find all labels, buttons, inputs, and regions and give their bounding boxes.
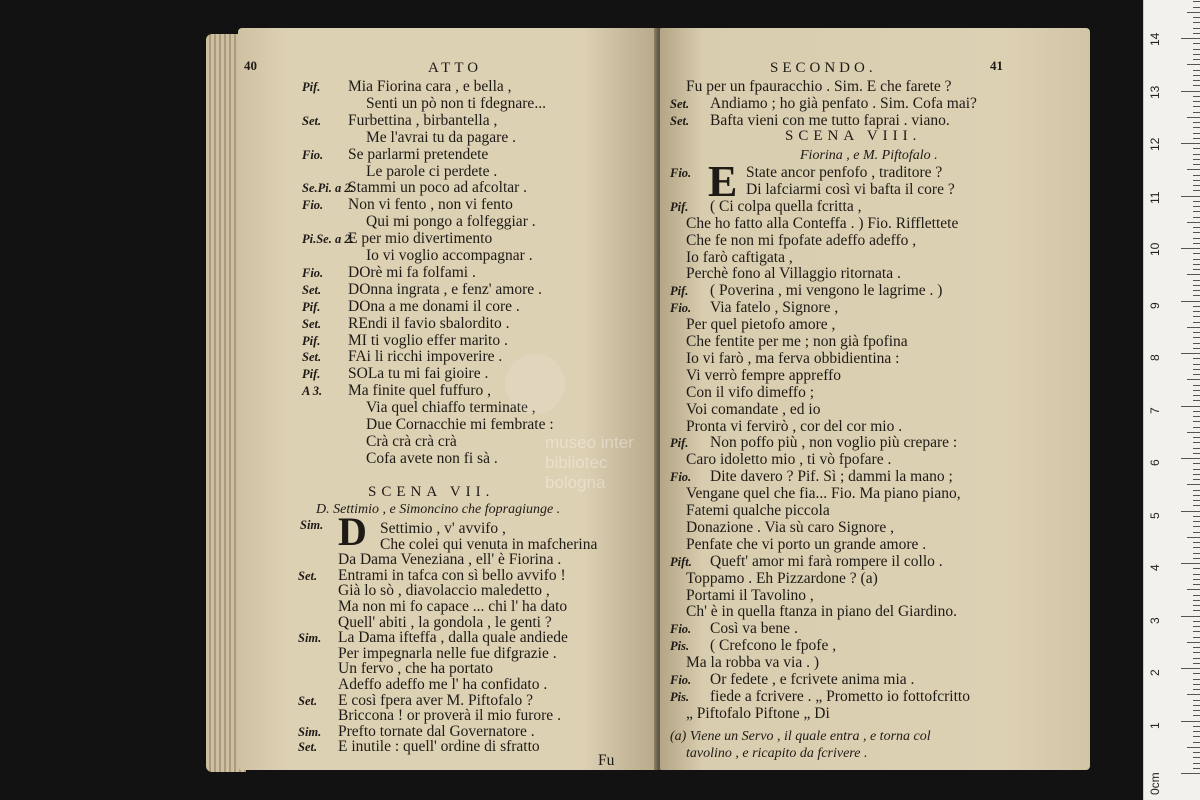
ruler-tick xyxy=(1193,689,1200,690)
open-book xyxy=(206,28,1090,778)
ruler-tick xyxy=(1193,479,1200,480)
text-line: Da Dama Veneziana , ell' è Fiorina . xyxy=(338,551,562,569)
speaker-label: Set. xyxy=(670,97,690,111)
speaker-label: Fio. xyxy=(302,265,324,280)
ruler-tick xyxy=(1181,511,1200,512)
ruler-tick xyxy=(1193,164,1200,165)
text-line: Andiamo ; ho già penfato . Sim. Cofa mai? xyxy=(710,95,977,112)
ruler-tick xyxy=(1193,1,1200,2)
text-line: Con il vifo dimeffo ; xyxy=(686,383,815,401)
ruler-tick xyxy=(1193,637,1200,638)
ruler-tick xyxy=(1193,374,1200,375)
ruler-tick xyxy=(1193,490,1200,491)
ruler-tick xyxy=(1193,574,1200,575)
ruler-tick xyxy=(1193,332,1200,333)
ruler-tick xyxy=(1193,185,1200,186)
text-line: Via fatelo , Signore , xyxy=(710,299,839,317)
ruler-tick xyxy=(1193,495,1200,496)
speaker-label: Sim. xyxy=(298,631,322,646)
ruler-tick xyxy=(1193,500,1200,501)
left-scene-speaker: Sim. xyxy=(300,518,324,532)
ruler-tick xyxy=(1193,96,1200,97)
ruler-tick xyxy=(1193,427,1200,428)
ruler-tick xyxy=(1193,175,1200,176)
ruler-tick xyxy=(1181,353,1200,354)
ruler-tick xyxy=(1193,516,1200,517)
speaker-label: Fio. xyxy=(670,301,692,316)
text-line: FAi li ricchi impoverire . xyxy=(348,348,503,366)
ruler-tick xyxy=(1193,343,1200,344)
ruler-tick xyxy=(1193,595,1200,596)
ruler-tick xyxy=(1193,159,1200,160)
ruler-tick xyxy=(1193,337,1200,338)
speaker-label: Pif. xyxy=(670,284,689,299)
text-line: Senti un pò non ti fdegnare... xyxy=(366,94,546,112)
ruler-tick xyxy=(1193,421,1200,422)
ruler-tick xyxy=(1187,12,1200,13)
footnote-line: tavolino , e ricapito da fcrivere . xyxy=(686,746,868,761)
text-line: Or fedete , e fcrivete anima mia . xyxy=(710,671,915,688)
ruler-tick xyxy=(1193,679,1200,680)
ruler-tick xyxy=(1193,211,1200,212)
text-line: Prefto tornate dal Governatore . xyxy=(338,722,535,740)
left-catchword: Fu xyxy=(598,752,615,769)
ruler-tick xyxy=(1181,248,1200,249)
text-line: DOnna ingrata , e fenz' amore . xyxy=(348,280,542,298)
ruler-tick xyxy=(1181,563,1200,564)
ruler-tick xyxy=(1181,406,1200,407)
ruler-tick xyxy=(1193,101,1200,102)
ruler-tick xyxy=(1193,626,1200,627)
right-scene-cast: Fiorina , e M. Piftofalo . xyxy=(800,148,938,163)
right-page-number: 41 xyxy=(990,58,1003,73)
text-line: Crà crà crà crà xyxy=(366,432,457,450)
ruler-tick xyxy=(1193,684,1200,685)
speaker-label: Sim. xyxy=(298,724,322,739)
ruler-tick xyxy=(1193,295,1200,296)
text-line: ( Ci colpa quella fcritta , xyxy=(710,197,862,215)
ruler-tick xyxy=(1193,448,1200,449)
ruler-tick xyxy=(1193,264,1200,265)
text-line: Che ho fatto alla Conteffa . ) Fio. Rifflettete xyxy=(686,214,959,232)
ruler-number: 5 xyxy=(1148,511,1162,519)
left-page xyxy=(238,28,658,770)
ruler-tick xyxy=(1193,463,1200,464)
text-line: ( Poverina , mi vengono le lagrime . ) xyxy=(710,282,943,300)
ruler-tick xyxy=(1193,621,1200,622)
ruler-number: 8 xyxy=(1148,354,1162,361)
ruler-tick xyxy=(1193,22,1200,23)
left-scene-heading: SCENA VII. xyxy=(368,484,495,500)
ruler-tick xyxy=(1193,768,1200,769)
text-line: Vi verrò fempre appreffo xyxy=(686,366,841,384)
speaker-label: Fio. xyxy=(670,673,692,687)
text-line: MI ti voglio effer marito . xyxy=(348,331,508,349)
right-scene-heading: SCENA VIII. xyxy=(785,128,922,144)
ruler-tick xyxy=(1193,253,1200,254)
ruler-tick xyxy=(1193,28,1200,29)
ruler-tick xyxy=(1193,558,1200,559)
ruler-tick xyxy=(1193,127,1200,128)
text-line: Vengane quel che fia... Fio. Ma piano piano, xyxy=(686,485,961,503)
ruler-tick xyxy=(1193,227,1200,228)
ruler-tick xyxy=(1193,736,1200,737)
ruler-tick xyxy=(1193,54,1200,55)
speaker-label: Set. xyxy=(298,740,318,755)
text-line: Per impegnarla nelle fue difgrazie . xyxy=(338,644,557,662)
text-line: „ Piftofalo Piftone „ Di xyxy=(686,704,830,722)
ruler-tick xyxy=(1193,316,1200,317)
ruler-tick xyxy=(1193,311,1200,312)
text-line: E inutile : quell' ordine di sfratto xyxy=(338,738,540,756)
speaker-label: Pi.Se. a 2. xyxy=(302,232,354,247)
ruler-number: 9 xyxy=(1148,301,1162,309)
ruler-unit-label: 0cm xyxy=(1148,772,1162,795)
ruler-tick xyxy=(1193,306,1200,307)
ruler-tick xyxy=(1193,85,1200,86)
ruler-tick xyxy=(1187,589,1200,590)
ruler-tick xyxy=(1193,7,1200,8)
text-line: Donazione . Via sù caro Signore , xyxy=(686,518,894,536)
ruler-tick xyxy=(1193,442,1200,443)
ruler-tick xyxy=(1193,553,1200,554)
ruler-number: 2 xyxy=(1148,669,1162,676)
text-line: Ma finite quel fuffuro , xyxy=(348,382,492,400)
ruler-number: 11 xyxy=(1148,191,1162,204)
text-line: ( Crefcono le fpofe , xyxy=(710,637,837,655)
ruler-tick xyxy=(1193,75,1200,76)
text-line: Che colei qui venuta in mafcherina xyxy=(380,535,598,553)
text-line: DOrè mi fa folfami . xyxy=(348,263,476,281)
ruler-tick xyxy=(1187,432,1200,433)
ruler-number: 10 xyxy=(1148,242,1162,256)
text-line: Me l'avrai tu da pagare . xyxy=(366,128,516,146)
text-line: Adeffo adeffo me l' ha confidato . xyxy=(338,676,548,693)
text-line: Fu per un fpauracchio . Sim. E che farete ? xyxy=(686,78,952,95)
text-line: Queft' amor mi farà rompere il collo . xyxy=(710,552,943,570)
ruler-tick xyxy=(1193,742,1200,743)
ruler-tick xyxy=(1193,763,1200,764)
text-line: SOLa tu mi fai gioire . xyxy=(348,365,489,383)
ruler-tick xyxy=(1193,148,1200,149)
ruler-tick xyxy=(1187,642,1200,643)
speaker-label: Fio. xyxy=(670,622,692,637)
ruler-tick xyxy=(1193,49,1200,50)
ruler-tick xyxy=(1193,201,1200,202)
ruler-tick xyxy=(1193,232,1200,233)
text-line: Caro idoletto mio , ti vò fpofare . xyxy=(686,451,892,469)
ruler-tick xyxy=(1193,663,1200,664)
ruler-tick xyxy=(1193,584,1200,585)
ruler-tick xyxy=(1193,710,1200,711)
ruler-tick xyxy=(1193,757,1200,758)
text-line: Furbettina , birbantella , xyxy=(348,111,498,129)
ruler-tick xyxy=(1187,117,1200,118)
ruler-tick xyxy=(1181,616,1200,617)
speaker-label: Fio. xyxy=(670,166,692,180)
text-line: E per mio divertimento xyxy=(348,230,493,248)
speaker-label: Pif. xyxy=(302,299,321,314)
ruler-tick xyxy=(1193,542,1200,543)
text-line: Portami il Tavolino , xyxy=(686,586,814,604)
ruler-tick xyxy=(1193,526,1200,527)
ruler-tick xyxy=(1193,122,1200,123)
ruler-tick xyxy=(1193,437,1200,438)
ruler-tick xyxy=(1193,605,1200,606)
ruler-tick xyxy=(1193,154,1200,155)
speaker-label: Se.Pi. a 2. xyxy=(302,181,354,196)
text-line: Che fentite per me ; non già fpofina xyxy=(686,333,908,350)
ruler-tick xyxy=(1193,453,1200,454)
ruler-tick xyxy=(1187,64,1200,65)
ruler-tick xyxy=(1193,80,1200,81)
ruler-tick xyxy=(1193,369,1200,370)
ruler-tick xyxy=(1193,364,1200,365)
ruler-tick xyxy=(1193,532,1200,533)
text-line: Voi comandate , ed io xyxy=(686,400,821,418)
left-page-number: 40 xyxy=(244,58,257,73)
text-line: Dite davero ? Pif. Sì ; dammi la mano ; xyxy=(710,468,953,486)
text-line: Entrami in tafca con sì bello avvifo ! xyxy=(338,566,566,584)
text-line: Che fe non mi fpofate adeffo adeffo , xyxy=(686,231,917,249)
ruler-tick xyxy=(1193,673,1200,674)
ruler-tick xyxy=(1193,43,1200,44)
ruler-tick xyxy=(1193,579,1200,580)
speaker-label: Fio. xyxy=(670,470,692,485)
speaker-label: Pis. xyxy=(670,689,690,704)
text-line: Stammi un poco ad afcoltar . xyxy=(348,179,528,197)
text-line: Toppamo . Eh Pizzardone ? (a) xyxy=(686,569,878,587)
ruler-tick xyxy=(1193,658,1200,659)
ruler-tick xyxy=(1193,285,1200,286)
ruler-tick xyxy=(1193,610,1200,611)
ruler-number: 14 xyxy=(1148,32,1162,46)
text-line: Io vi voglio accompagnar . xyxy=(366,247,533,264)
watermark-line: bibliotec xyxy=(545,453,608,472)
text-line: Ma non mi fo capace ... chi l' ha dato xyxy=(338,598,568,615)
ruler-tick xyxy=(1193,600,1200,601)
text-line: Pronta vi fervirò , cor del cor mio . xyxy=(686,417,903,435)
speaker-label: Set. xyxy=(302,282,322,297)
speaker-label: Pif. xyxy=(302,367,321,382)
ruler-tick xyxy=(1181,91,1200,92)
text-line: Bafta vieni con me tutto faprai . viano. xyxy=(710,112,950,129)
text-line: Via quel chiaffo terminate , xyxy=(366,399,536,417)
speaker-label: Fio. xyxy=(302,198,324,213)
speaker-label: Pif. xyxy=(670,436,689,451)
text-line: Qui mi pongo a folfeggiar . xyxy=(366,213,536,231)
ruler-tick xyxy=(1193,106,1200,107)
ruler-tick xyxy=(1193,705,1200,706)
ruler-tick xyxy=(1193,17,1200,18)
ruler-tick xyxy=(1181,458,1200,459)
ruler-tick xyxy=(1193,416,1200,417)
ruler-number: 3 xyxy=(1148,616,1162,624)
ruler-tick xyxy=(1193,469,1200,470)
text-line: fiede a fcrivere . „ Prometto io fottofcritto xyxy=(710,687,970,705)
ruler-tick xyxy=(1193,180,1200,181)
ruler-number: 6 xyxy=(1148,459,1162,466)
ruler-tick xyxy=(1193,259,1200,260)
text-line: Due Cornacchie mi fembrate : xyxy=(366,416,554,433)
speaker-label: Pift. xyxy=(670,554,692,569)
ruler-tick xyxy=(1181,196,1200,197)
text-line: Fatemi qualche piccola xyxy=(686,502,830,519)
speaker-label: Pif. xyxy=(302,80,321,94)
ruler-tick xyxy=(1193,133,1200,134)
ruler-tick xyxy=(1193,731,1200,732)
speaker-label: Set. xyxy=(302,113,322,128)
ruler-tick xyxy=(1187,222,1200,223)
ruler-tick xyxy=(1187,327,1200,328)
left-scene-cast: D. Settimio , e Simoncino che fopragiunge . xyxy=(316,502,561,517)
watermark-line: museo inter xyxy=(545,433,634,452)
ruler-tick xyxy=(1193,474,1200,475)
ruler-tick xyxy=(1193,400,1200,401)
ruler-tick xyxy=(1193,752,1200,753)
ruler-tick xyxy=(1187,747,1200,748)
text-line: Le parole ci perdete . xyxy=(366,162,498,180)
text-line: Ma la robba va via . ) xyxy=(686,654,819,672)
text-line: Io vi farò , ma ferva obbidientina : xyxy=(686,349,900,367)
text-line: Non vi fento , non vi fento xyxy=(348,196,513,214)
text-line: Così va bene . xyxy=(710,620,798,638)
text-line: Ch' è in quella ftanza in piano del Giardino. xyxy=(686,603,957,621)
ruler-tick xyxy=(1181,301,1200,302)
text-line: Mia Fiorina cara , e bella , xyxy=(348,78,512,95)
ruler-tick xyxy=(1193,112,1200,113)
text-line: Io farò caftigata , xyxy=(686,248,793,266)
ruler-tick xyxy=(1193,411,1200,412)
ruler-tick xyxy=(1187,169,1200,170)
speaker-label: Fio. xyxy=(302,147,324,162)
speaker-label: A 3. xyxy=(302,384,323,399)
ruler-tick xyxy=(1193,568,1200,569)
text-line: La Dama ifteffa , dalla quale andiede xyxy=(338,629,568,647)
ruler-tick xyxy=(1193,715,1200,716)
ruler-tick xyxy=(1193,348,1200,349)
right-drop-cap: E xyxy=(708,157,738,206)
ruler-tick xyxy=(1181,668,1200,669)
speaker-label: Set. xyxy=(302,316,322,331)
watermark xyxy=(545,433,634,493)
text-line: Perchè fono al Villaggio ritornata . xyxy=(686,265,901,283)
ruler-tick xyxy=(1187,274,1200,275)
ruler-number: 13 xyxy=(1148,85,1162,99)
text-line: E così fpera aver M. Piftofalo ? xyxy=(338,691,533,709)
right-running-head: SECONDO. xyxy=(770,60,877,76)
ruler-tick xyxy=(1193,385,1200,386)
ruler-tick xyxy=(1193,206,1200,207)
text-line: Di lafciarmi così vi bafta il core ? xyxy=(746,180,955,198)
ruler-tick xyxy=(1193,33,1200,34)
ruler-tick xyxy=(1193,138,1200,139)
measuring-ruler xyxy=(1143,0,1200,800)
text-line: Un fervo , che ha portato xyxy=(338,660,493,678)
ruler-tick xyxy=(1193,521,1200,522)
ruler-tick xyxy=(1193,290,1200,291)
text-line: Già lo sò , diavolaccio maledetto , xyxy=(338,582,550,600)
ruler-tick xyxy=(1181,773,1200,774)
ruler-tick xyxy=(1193,217,1200,218)
speaker-label: Pif. xyxy=(302,333,321,348)
ruler-tick xyxy=(1193,70,1200,71)
ruler-tick xyxy=(1193,726,1200,727)
ruler-tick xyxy=(1181,143,1200,144)
ruler-tick xyxy=(1193,238,1200,239)
text-line: DOna a me donami il core . xyxy=(348,297,520,315)
ruler-tick xyxy=(1181,38,1200,39)
text-line: REndi il favio sbalordito . xyxy=(348,314,510,332)
ruler-number: 12 xyxy=(1148,137,1162,151)
ruler-tick xyxy=(1193,280,1200,281)
ruler-tick xyxy=(1181,721,1200,722)
ruler-tick xyxy=(1187,484,1200,485)
text-line: Non poffo più , non voglio più crepare : xyxy=(710,434,958,452)
text-line: Cofa avete non fi sà . xyxy=(366,449,498,467)
left-drop-cap: D xyxy=(338,509,367,554)
ruler-tick xyxy=(1193,547,1200,548)
ruler-tick xyxy=(1193,647,1200,648)
text-line: Penfate che vi porto un grande amore . xyxy=(686,535,927,553)
speaker-label: Pif. xyxy=(670,199,689,214)
ruler-tick xyxy=(1193,700,1200,701)
ruler-tick xyxy=(1193,243,1200,244)
left-running-head: ATTO xyxy=(428,60,483,76)
ruler-number: 1 xyxy=(1148,721,1162,729)
ruler-tick xyxy=(1193,322,1200,323)
text-line: Per quel pietofo amore , xyxy=(686,316,836,334)
text-line: Settimio , v' avvifo , xyxy=(380,520,506,537)
ruler-number: 7 xyxy=(1148,406,1162,414)
ruler-tick xyxy=(1193,269,1200,270)
text-line: Quell' abiti , la gondola , le genti ? xyxy=(338,613,552,631)
speaker-label: Pis. xyxy=(670,639,690,654)
ruler-tick xyxy=(1193,395,1200,396)
ruler-tick xyxy=(1193,358,1200,359)
text-line: Se parlarmi pretendete xyxy=(348,145,489,163)
ruler-tick xyxy=(1193,631,1200,632)
footnote-line: (a) Viene un Servo , il quale entra , e torna col xyxy=(670,729,931,744)
ruler-tick xyxy=(1187,694,1200,695)
ruler-tick xyxy=(1187,537,1200,538)
ruler-tick xyxy=(1193,390,1200,391)
text-line: State ancor penfofo , traditore ? xyxy=(746,164,943,181)
text-line: Briccona ! or proverà il mio furore . xyxy=(338,707,561,725)
ruler-number: 4 xyxy=(1148,564,1162,571)
speaker-label: Set. xyxy=(298,693,318,708)
speaker-label: Set. xyxy=(302,350,322,365)
ruler-tick xyxy=(1193,59,1200,60)
right-page xyxy=(660,28,1090,770)
ruler-tick xyxy=(1193,505,1200,506)
ruler-tick xyxy=(1193,190,1200,191)
watermark-line: bologna xyxy=(545,473,606,492)
speaker-label: Set. xyxy=(670,114,690,128)
ruler-tick xyxy=(1187,379,1200,380)
watermark-logo xyxy=(505,354,565,414)
ruler-tick xyxy=(1193,652,1200,653)
speaker-label: Set. xyxy=(298,568,318,583)
